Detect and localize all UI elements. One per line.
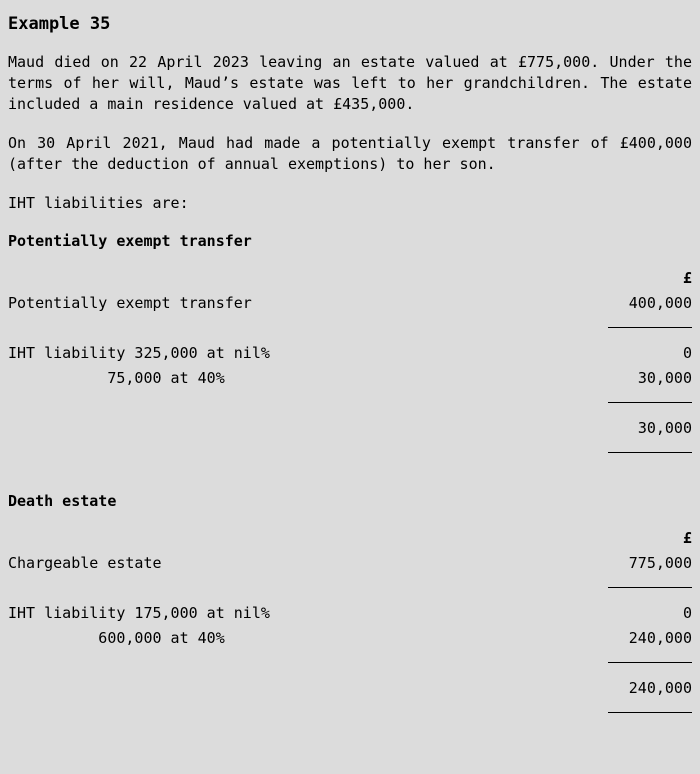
row-label: 75,000 at 40%: [8, 369, 225, 387]
paragraph-3: IHT liabilities are:: [8, 194, 189, 212]
row-amount: 0: [682, 604, 692, 622]
table-row: [8, 366, 692, 391]
table-rule-row: [8, 576, 692, 601]
row-amount-total: 240,000: [628, 679, 692, 697]
row-amount: 775,000: [628, 554, 692, 572]
table-row-currency-header: [8, 266, 692, 291]
table-row-total: [8, 416, 692, 441]
rule-line: [608, 662, 692, 663]
empty-label: [8, 526, 532, 551]
row-label: [8, 416, 532, 441]
underline-rule: [8, 651, 692, 676]
row-amount: 400,000: [628, 294, 692, 312]
calculation-table-death-estate: [8, 526, 692, 726]
row-amount-total: 30,000: [637, 419, 692, 437]
currency-symbol: £: [682, 529, 692, 547]
underline-rule: [8, 441, 692, 466]
table-rule-row: [8, 441, 692, 466]
rule-line: [608, 587, 692, 588]
table-rule-row: [8, 316, 692, 341]
row-label: [8, 676, 532, 701]
underline-rule: [8, 391, 692, 416]
section-heading-pet: Potentially exempt transfer: [8, 232, 252, 250]
row-label: Chargeable estate: [8, 554, 162, 572]
table-row: [8, 551, 692, 576]
table-rule-row: [8, 651, 692, 676]
table-row: [8, 626, 692, 651]
row-label: IHT liability 175,000 at nil%: [8, 604, 270, 622]
row-amount: 30,000: [637, 369, 692, 387]
rule-line: [608, 452, 692, 453]
row-amount: 240,000: [628, 629, 692, 647]
table-row: [8, 291, 692, 316]
currency-symbol: £: [682, 269, 692, 287]
table-row: [8, 341, 692, 366]
row-label: IHT liability 325,000 at nil%: [8, 344, 270, 362]
rule-line: [608, 402, 692, 403]
row-label: 600,000 at 40%: [8, 629, 225, 647]
section-spacer: [8, 470, 692, 492]
table-rule-row: [8, 391, 692, 416]
empty-label: [8, 266, 532, 291]
row-amount: 0: [682, 344, 692, 362]
paragraph-2: On 30 April 2021, Maud had made a potentially exempt transfer of £400,000 (after the deduction of annual exemptions) to her son.: [8, 134, 692, 173]
table-row-total: [8, 676, 692, 701]
table-row-currency-header: [8, 526, 692, 551]
section-heading-death-estate: Death estate: [8, 492, 117, 510]
rule-line: [608, 327, 692, 328]
paragraph-1: Maud died on 22 April 2023 leaving an estate valued at £775,000. Under the terms of her will, Maud’s estate was left to her grandchildren. The estate included a main residence valued at £435,000.: [8, 53, 692, 113]
underline-rule: [8, 316, 692, 341]
page-title: Example 35: [8, 14, 111, 34]
calculation-table-pet: [8, 266, 692, 466]
underline-rule: [8, 701, 692, 726]
table-rule-row: [8, 701, 692, 726]
underline-rule: [8, 576, 692, 601]
rule-line: [608, 712, 692, 713]
table-row: [8, 601, 692, 626]
row-label: Potentially exempt transfer: [8, 294, 252, 312]
